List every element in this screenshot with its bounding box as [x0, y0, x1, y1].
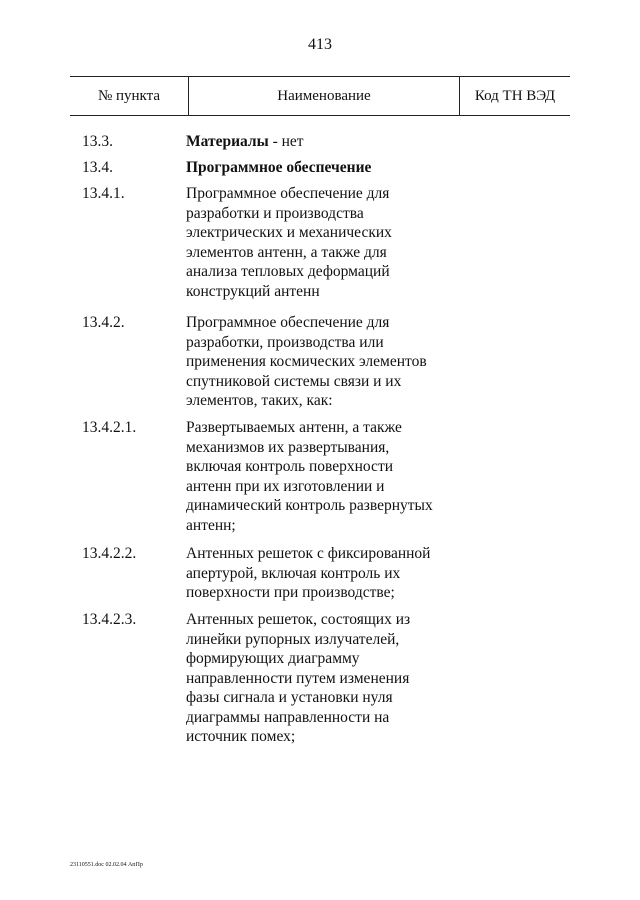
item-text	[186, 313, 458, 418]
item-line: антенн;	[186, 516, 236, 534]
item-line: апертурой, включая контроль их	[186, 564, 401, 582]
item-text	[186, 544, 458, 610]
item-line: конструкций антенн	[186, 282, 320, 300]
table-row	[82, 610, 562, 750]
table-header	[70, 76, 570, 116]
item-title-bold: Материалы	[186, 133, 269, 150]
item-line: диаграммы направленности на	[186, 708, 390, 726]
item-line: анализа тепловых деформаций	[186, 263, 390, 280]
document-footer: 23110551.doc 02.02.04 АпПр	[70, 862, 143, 868]
item-line: спутниковой системы связи и их	[186, 372, 402, 390]
table-row	[82, 544, 562, 610]
item-line: Программное обеспечение для	[186, 185, 390, 202]
item-line: направленности путем изменения	[186, 669, 410, 687]
item-title	[186, 132, 458, 158]
item-number: 13.4.2.1.	[82, 419, 137, 436]
item-line: динамический контроль развернутых	[186, 497, 433, 514]
item-text	[186, 610, 458, 750]
item-line: Развертываемых антенн, а также	[186, 419, 402, 436]
table-row	[82, 418, 562, 544]
item-line: применения космических элементов	[186, 353, 427, 370]
table-row	[82, 158, 562, 184]
item-number: 13.4.2.3.	[82, 611, 137, 628]
item-text	[186, 184, 458, 313]
item-line: электрических и механических	[186, 224, 392, 241]
item-number: 13.4.2.2.	[82, 545, 137, 562]
item-line: элементов, таких, как:	[186, 392, 333, 409]
item-line: Антенных решеток с фиксированной	[186, 545, 431, 562]
page-number: 413	[308, 36, 332, 53]
table-row	[82, 184, 562, 313]
item-line: антенн при их изготовлении и	[186, 477, 385, 495]
table-body	[82, 132, 562, 750]
item-line: формирующих диаграмму	[186, 650, 360, 667]
item-title: Программное обеспечение	[186, 159, 372, 176]
table-row	[82, 132, 562, 158]
item-line: фазы сигнала и установки нуля	[186, 689, 393, 706]
item-line: Антенных решеток, состоящих из	[186, 611, 411, 628]
item-number: 13.4.	[82, 159, 113, 176]
item-line: элементов антенн, а также для	[186, 243, 387, 261]
table-row	[82, 313, 562, 418]
header-col-number: № пункта	[97, 88, 161, 104]
item-line: Программное обеспечение для	[186, 314, 390, 331]
item-number: 13.4.1.	[82, 185, 125, 202]
item-number: 13.4.2.	[82, 314, 125, 331]
item-line: включая контроль поверхности	[186, 458, 394, 475]
item-line: поверхности при производстве;	[186, 584, 395, 601]
item-text	[186, 418, 458, 544]
item-line: разработки, производства или	[186, 333, 384, 351]
item-number: 13.3.	[82, 133, 113, 150]
header-col-code: Код ТН ВЭД	[474, 88, 556, 104]
item-line: линейки рупорных излучателей,	[186, 630, 400, 648]
item-line: разработки и производства	[186, 204, 364, 222]
item-line: источник помех;	[186, 728, 296, 745]
item-title-suffix: - нет	[268, 133, 304, 150]
item-line: механизмов их развертывания,	[186, 438, 390, 456]
header-col-name: Наименование	[188, 77, 460, 115]
